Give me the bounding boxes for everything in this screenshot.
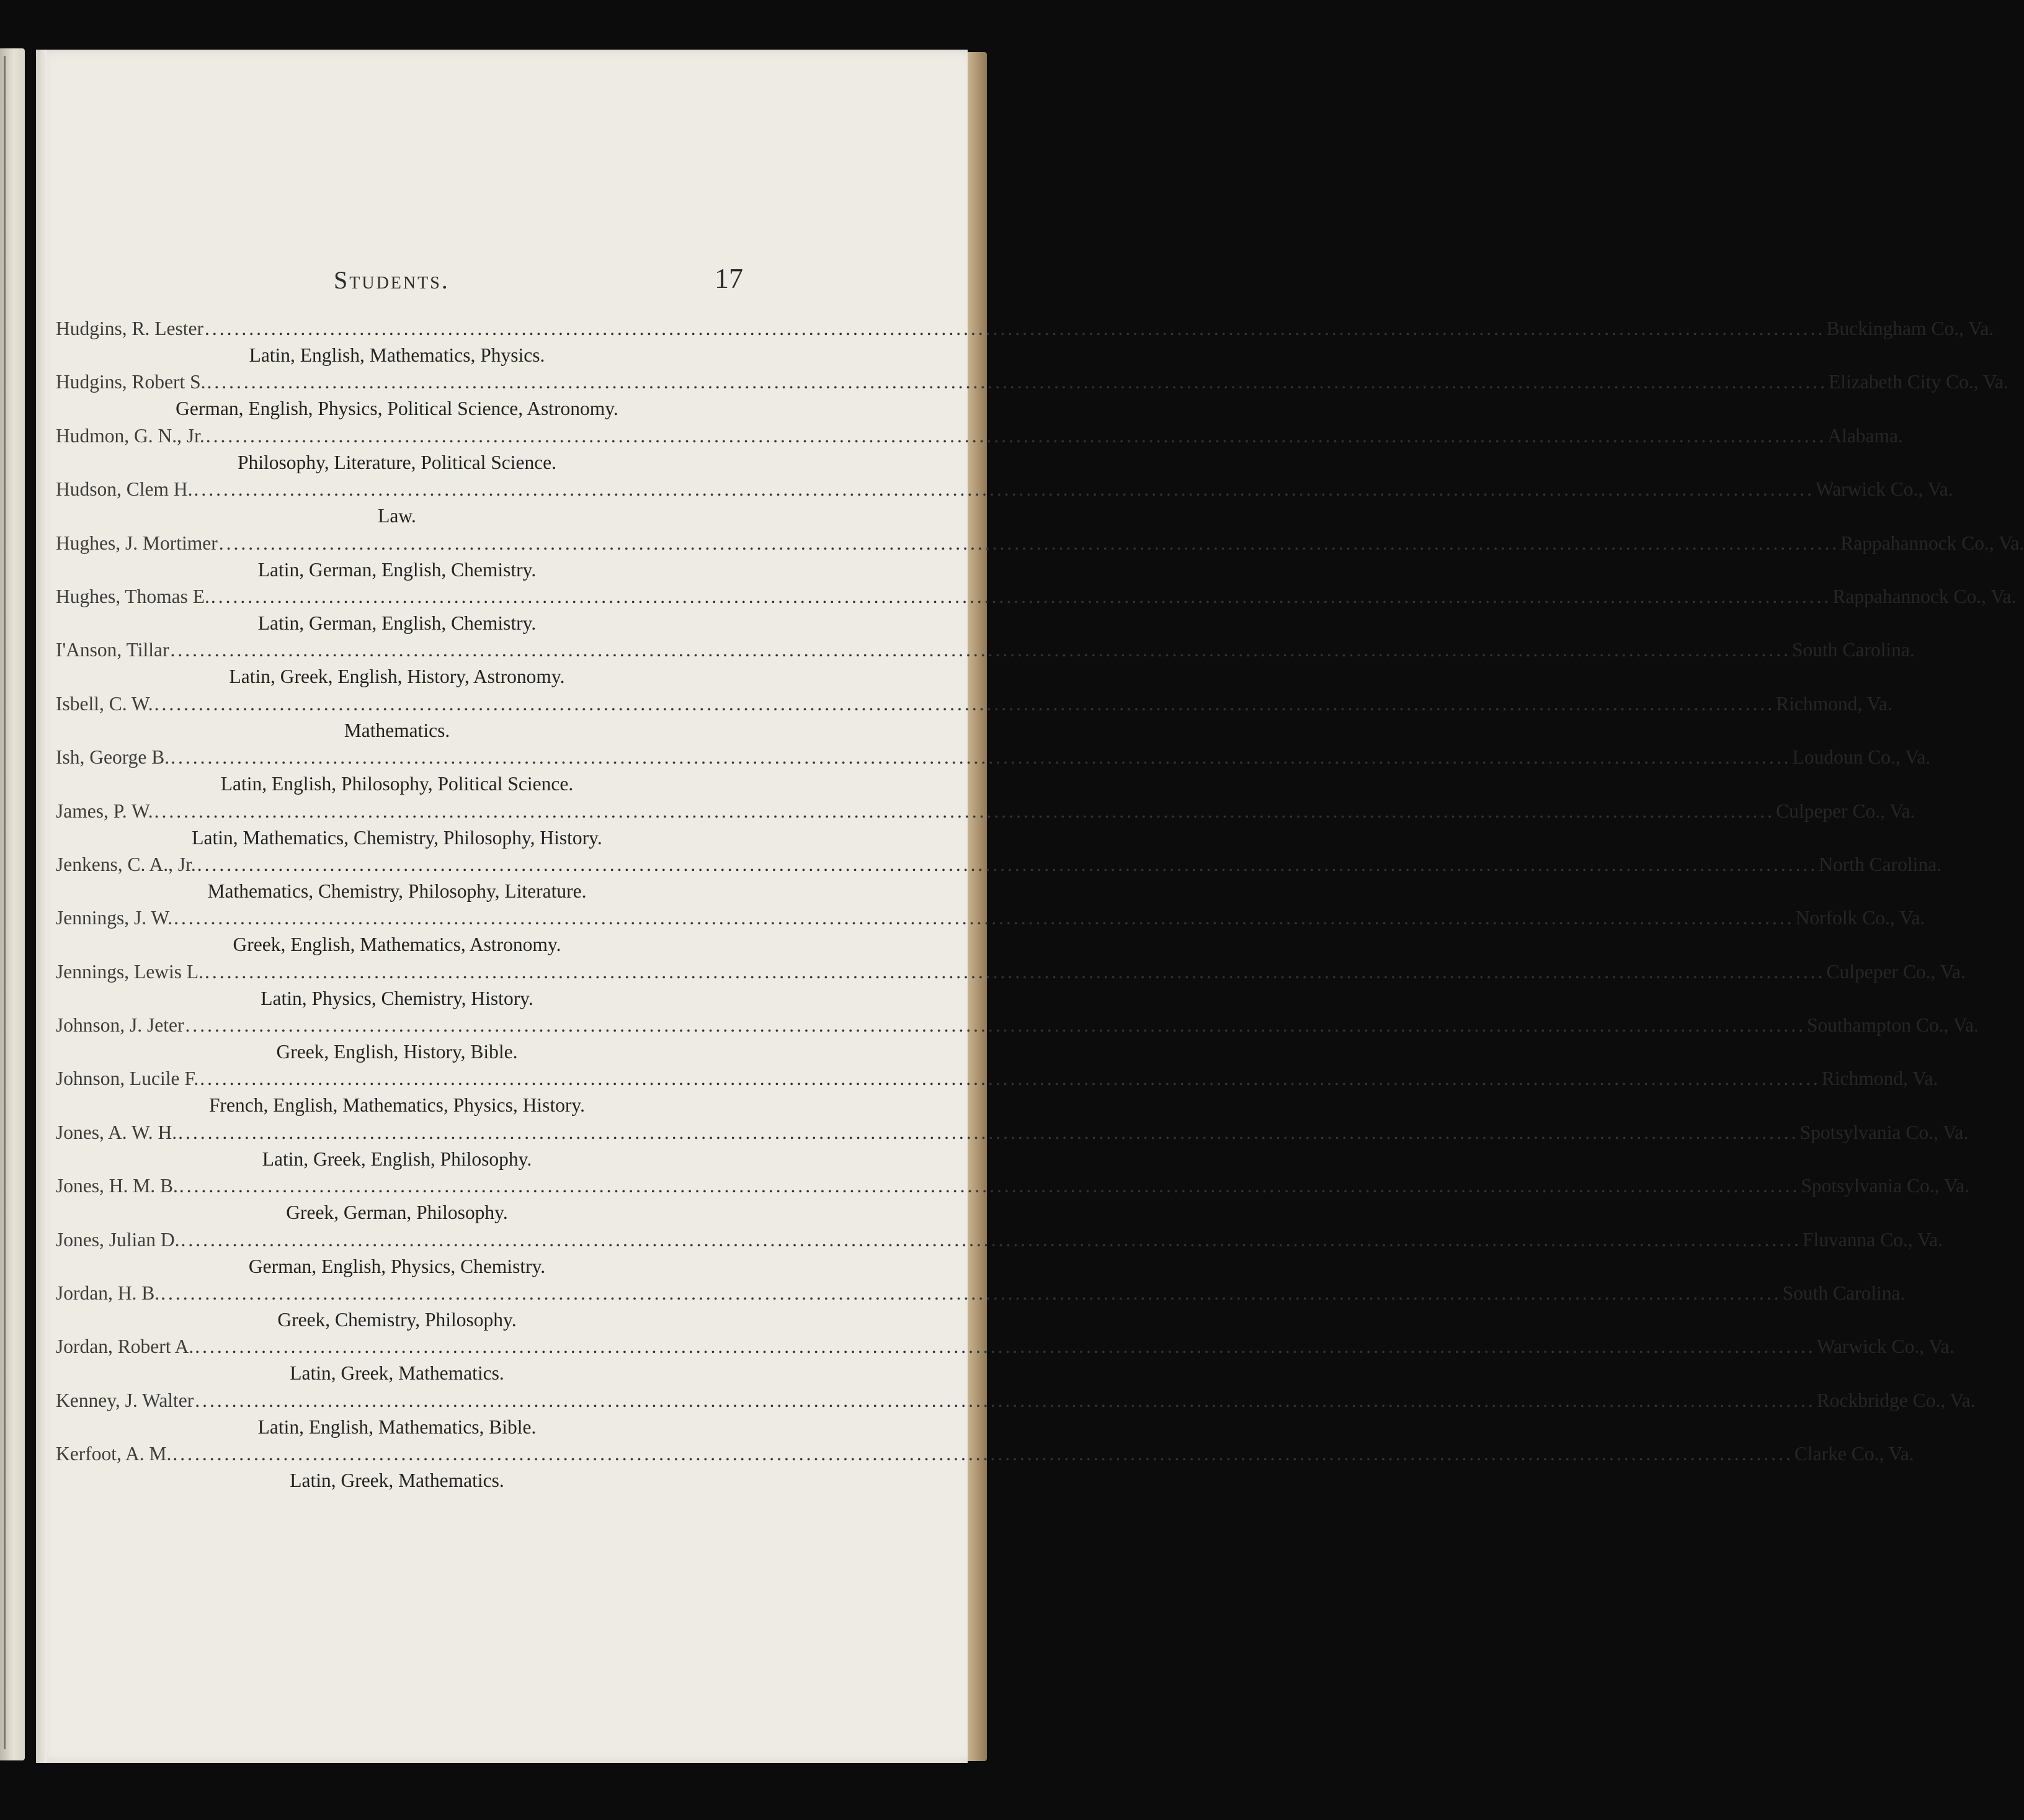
student-name: James, P. W. bbox=[56, 800, 153, 822]
dot-leader: ............................................................................................................................................................................................................................ bbox=[154, 800, 1775, 822]
running-title: Students. bbox=[334, 266, 450, 294]
student-entry bbox=[56, 585, 2017, 639]
dot-leader: ............................................................................................................................................................................................................................ bbox=[204, 318, 1826, 339]
student-name: Johnson, J. Jeter bbox=[56, 1014, 184, 1037]
student-subjects: Greek, English, Mathematics, Astronomy. bbox=[233, 934, 561, 956]
dot-leader: ............................................................................................................................................................................................................................ bbox=[170, 639, 1791, 661]
student-entry bbox=[56, 532, 2024, 586]
student-name: Jennings, Lewis L. bbox=[56, 960, 203, 983]
student-subjects: Latin, Greek, Mathematics. bbox=[290, 1362, 504, 1385]
dot-leader: ............................................................................................................................................................................................................................ bbox=[210, 585, 1832, 607]
student-subjects: Greek, English, History, Bible. bbox=[276, 1041, 518, 1063]
student-subjects: Latin, English, Philosophy, Political Science. bbox=[220, 773, 574, 795]
entry-line bbox=[56, 1228, 1943, 1256]
student-entry bbox=[56, 692, 1892, 746]
student-residence: Rappahannock Co., Va. bbox=[1840, 532, 2024, 554]
student-name: Jordan, Robert A. bbox=[56, 1336, 194, 1358]
dot-leader: ............................................................................................................................................................................................................................ bbox=[205, 424, 1827, 447]
student-residence: Richmond, Va. bbox=[1821, 1068, 1938, 1090]
dot-leader: ............................................................................................................................................................................................................................ bbox=[181, 1228, 1801, 1251]
student-entry bbox=[56, 478, 1953, 532]
student-subjects: Latin, English, Mathematics, Physics. bbox=[249, 344, 545, 366]
student-residence: South Carolina. bbox=[1782, 1282, 1906, 1305]
student-subjects: Latin, German, English, Chemistry. bbox=[257, 612, 537, 634]
student-subjects: Mathematics, Chemistry, Philosophy, Literature. bbox=[207, 880, 587, 902]
entry-line bbox=[56, 1068, 1938, 1094]
entry-line bbox=[56, 1282, 1906, 1309]
student-residence: Richmond, Va. bbox=[1776, 692, 1892, 715]
student-subjects: French, English, Mathematics, Physics, History. bbox=[208, 1094, 586, 1117]
student-name: Jordan, H. B. bbox=[56, 1282, 160, 1305]
student-name: Hudson, Clem H. bbox=[56, 478, 193, 501]
dot-leader: ............................................................................................................................................................................................................................ bbox=[154, 692, 1775, 715]
student-name: Hudgins, Robert S. bbox=[56, 371, 206, 393]
entry-line bbox=[56, 1389, 1976, 1416]
entry-line bbox=[56, 907, 1925, 934]
entry-line bbox=[56, 532, 2024, 559]
student-subjects: Philosophy, Literature, Political Science. bbox=[237, 451, 557, 473]
student-name: Kerfoot, A. M. bbox=[56, 1443, 172, 1465]
student-entry bbox=[56, 960, 1966, 1014]
dot-leader: ............................................................................................................................................................................................................................ bbox=[161, 1282, 1781, 1305]
student-subjects: Latin, Greek, Mathematics. bbox=[290, 1470, 504, 1492]
student-name: Jennings, J. W. bbox=[56, 907, 173, 929]
entry-line bbox=[56, 692, 1892, 720]
student-subjects: Latin, English, Mathematics, Bible. bbox=[257, 1416, 537, 1438]
student-entry bbox=[56, 800, 1915, 854]
student-residence: Fluvanna Co., Va. bbox=[1803, 1228, 1943, 1251]
student-entry bbox=[56, 1443, 1914, 1496]
entry-line bbox=[56, 371, 2008, 398]
student-subjects: German, English, Physics, Chemistry. bbox=[248, 1255, 546, 1277]
student-residence: Spotsylvania Co., Va. bbox=[1801, 1175, 1969, 1197]
student-name: I'Anson, Tillar bbox=[56, 639, 169, 661]
dot-leader: ............................................................................................................................................................................................................................ bbox=[185, 1014, 1806, 1037]
student-subjects: Latin, German, English, Chemistry. bbox=[257, 558, 537, 581]
student-entry bbox=[56, 639, 1915, 692]
student-residence: Spotsylvania Co., Va. bbox=[1799, 1121, 1969, 1143]
student-residence: Rockbridge Co., Va. bbox=[1816, 1389, 1976, 1411]
student-name: Ish, George B. bbox=[56, 746, 170, 769]
student-entry bbox=[56, 371, 2008, 424]
student-entry bbox=[56, 1389, 1976, 1443]
student-subjects: Greek, German, Philosophy. bbox=[286, 1202, 508, 1224]
student-name: Jones, Julian D. bbox=[56, 1228, 180, 1251]
student-subjects: German, English, Physics, Political Science, Astronomy. bbox=[176, 398, 618, 420]
student-subjects: Greek, Chemistry, Philosophy. bbox=[277, 1309, 517, 1331]
student-entry bbox=[56, 1336, 1955, 1389]
student-subjects: Law. bbox=[378, 505, 416, 527]
entry-line bbox=[56, 478, 1953, 505]
student-name: Jenkens, C. A., Jr. bbox=[56, 853, 196, 875]
student-name: Hughes, J. Mortimer bbox=[56, 532, 218, 554]
dot-leader: ............................................................................................................................................................................................................................ bbox=[197, 853, 1818, 875]
student-subjects: Latin, Greek, English, History, Astronomy. bbox=[229, 666, 565, 688]
student-name: Hughes, Thomas E. bbox=[56, 585, 210, 607]
dot-leader: ............................................................................................................................................................................................................................ bbox=[218, 532, 1840, 554]
student-residence: Buckingham Co., Va. bbox=[1826, 318, 1994, 339]
student-list bbox=[56, 318, 2024, 1497]
page-header bbox=[334, 262, 743, 309]
student-name: Johnson, Lucile F. bbox=[56, 1068, 199, 1090]
entry-line bbox=[56, 1175, 1969, 1202]
student-entry bbox=[56, 746, 1931, 800]
dot-leader: ............................................................................................................................................................................................................................ bbox=[171, 746, 1791, 769]
student-residence: Culpeper Co., Va. bbox=[1826, 960, 1966, 983]
entry-line bbox=[56, 1014, 1979, 1041]
entry-line bbox=[56, 1121, 1969, 1148]
dot-leader: ............................................................................................................................................................................................................................ bbox=[195, 1389, 1816, 1411]
student-name: Hudmon, G. N., Jr. bbox=[56, 424, 205, 447]
student-entry bbox=[56, 1068, 1938, 1121]
student-residence: Southampton Co., Va. bbox=[1807, 1014, 1979, 1037]
student-entry bbox=[56, 424, 1903, 478]
entry-line bbox=[56, 585, 2017, 612]
student-entry bbox=[56, 1282, 1906, 1336]
dot-leader: ............................................................................................................................................................................................................................ bbox=[204, 960, 1826, 983]
student-residence: Warwick Co., Va. bbox=[1816, 478, 1953, 501]
student-residence: South Carolina. bbox=[1791, 639, 1915, 661]
student-residence: Culpeper Co., Va. bbox=[1776, 800, 1915, 822]
entry-line bbox=[56, 1336, 1955, 1362]
entry-line bbox=[56, 800, 1915, 827]
page-gutter bbox=[36, 50, 47, 1763]
page-number: 17 bbox=[715, 262, 743, 294]
entry-line bbox=[56, 639, 1915, 666]
student-subjects: Latin, Physics, Chemistry, History. bbox=[261, 987, 533, 1009]
student-subjects: Latin, Greek, English, Philosophy. bbox=[262, 1148, 532, 1170]
entry-line bbox=[56, 318, 1994, 344]
entry-line bbox=[56, 424, 1903, 452]
dot-leader: ............................................................................................................................................................................................................................ bbox=[195, 1336, 1816, 1358]
student-entry bbox=[56, 1014, 1979, 1068]
previous-page-shadow bbox=[4, 56, 6, 1749]
dot-leader: ............................................................................................................................................................................................................................ bbox=[179, 1175, 1800, 1197]
entry-line bbox=[56, 960, 1966, 988]
dot-leader: ............................................................................................................................................................................................................................ bbox=[200, 1068, 1821, 1090]
entry-line bbox=[56, 853, 1942, 880]
student-entry bbox=[56, 853, 1942, 907]
dot-leader: ............................................................................................................................................................................................................................ bbox=[178, 1121, 1799, 1143]
student-subjects: Latin, Mathematics, Chemistry, Philosophy, History. bbox=[192, 826, 602, 849]
student-residence: Rappahannock Co., Va. bbox=[1832, 585, 2017, 607]
student-entry bbox=[56, 1228, 1943, 1282]
dot-leader: ............................................................................................................................................................................................................................ bbox=[207, 371, 1828, 393]
student-subjects: Mathematics. bbox=[344, 719, 450, 741]
student-entry bbox=[56, 318, 1994, 371]
student-residence: Warwick Co., Va. bbox=[1816, 1336, 1955, 1358]
student-name: Jones, H. M. B. bbox=[56, 1175, 178, 1197]
student-name: Jones, A. W. H. bbox=[56, 1121, 177, 1143]
student-entry bbox=[56, 1175, 1969, 1228]
student-name: Hudgins, R. Lester bbox=[56, 318, 203, 339]
student-entry bbox=[56, 1121, 1969, 1175]
student-name: Kenney, J. Walter bbox=[56, 1389, 194, 1411]
student-residence: Norfolk Co., Va. bbox=[1795, 907, 1925, 929]
student-name: Isbell, C. W. bbox=[56, 692, 153, 715]
student-residence: North Carolina. bbox=[1819, 853, 1942, 875]
dot-leader: ............................................................................................................................................................................................................................ bbox=[174, 907, 1794, 929]
student-residence: Elizabeth City Co., Va. bbox=[1829, 371, 2008, 393]
entry-line bbox=[56, 1443, 1914, 1470]
student-residence: Alabama. bbox=[1827, 424, 1903, 447]
student-entry bbox=[56, 907, 1925, 960]
student-residence: Loudoun Co., Va. bbox=[1792, 746, 1931, 769]
student-residence: Clarke Co., Va. bbox=[1794, 1443, 1914, 1465]
dot-leader: ............................................................................................................................................................................................................................ bbox=[194, 478, 1814, 501]
dot-leader: ............................................................................................................................................................................................................................ bbox=[172, 1443, 1793, 1465]
entry-line bbox=[56, 746, 1931, 773]
